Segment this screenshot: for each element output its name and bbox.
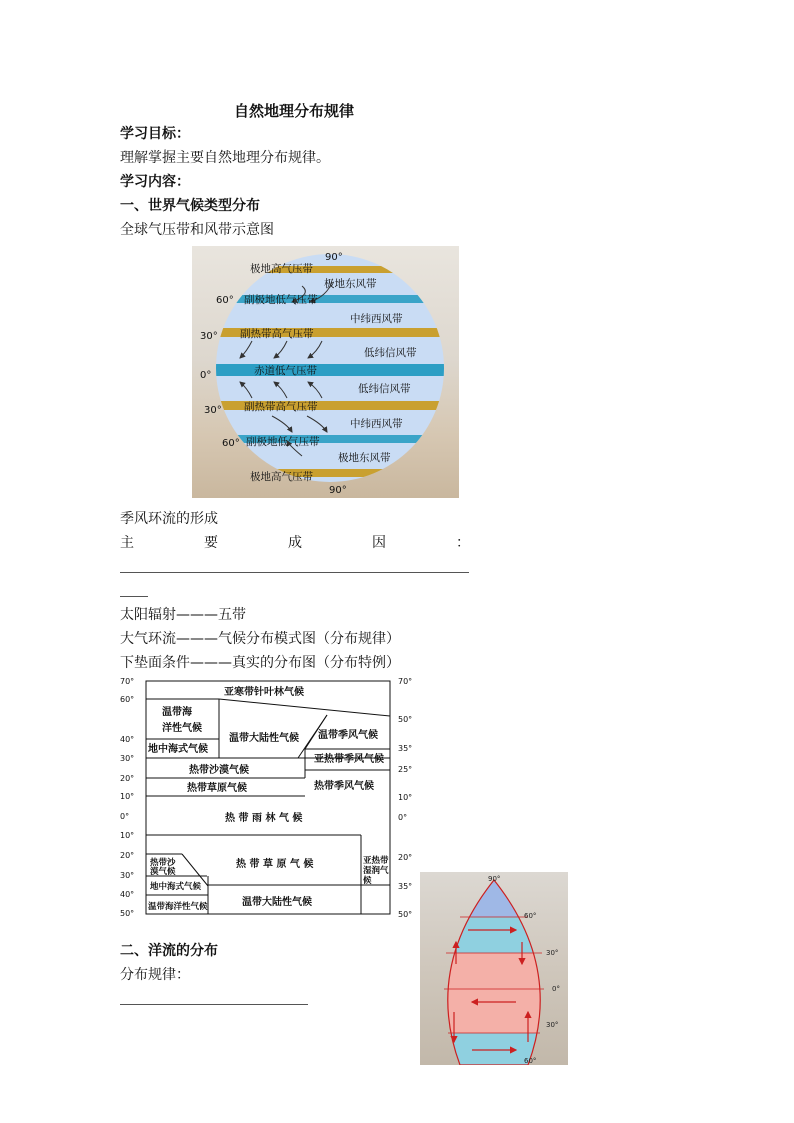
section1-heading: 一、世界气候类型分布 <box>120 198 260 214</box>
wind-label: 极地东风带 <box>324 278 377 290</box>
ocean-currents-figure <box>420 872 568 1065</box>
lat-tick: 70° <box>120 677 135 686</box>
zone-label: 温带海 <box>162 707 192 718</box>
answer-blank-line <box>120 596 148 597</box>
zone-label: 地中海式气候 <box>148 744 208 755</box>
lat-tick: 40° <box>120 735 135 744</box>
deg-label: 30° <box>546 1021 559 1029</box>
belt-label: 极地高气压带 <box>250 263 313 275</box>
factor-line: 太阳辐射———五带 <box>120 607 246 623</box>
cause-line <box>120 533 470 553</box>
lat-tick: 60° <box>120 695 135 704</box>
lat-tick: 50° <box>398 715 413 724</box>
factor-line: 下垫面条件———真实的分布图（分布特例） <box>120 655 400 671</box>
zone-label: 热带沙 <box>150 858 176 868</box>
zone-label: 热 带 雨 林 气 候 <box>225 813 303 824</box>
lat-tick: 35° <box>398 744 413 753</box>
cause-char: ： <box>456 535 470 551</box>
zone-label: 温带海洋性气候 <box>148 902 208 912</box>
lat-tick: 50° <box>120 909 135 918</box>
zone-label: 热带草原气候 <box>187 783 247 794</box>
zone-label: 热带季风气候 <box>314 781 374 792</box>
zone-label: 漠气候 <box>150 867 176 877</box>
objective-text: 理解掌握主要自然地理分布规律。 <box>120 150 330 166</box>
zone-label: 亚热带季风气候 <box>314 754 384 765</box>
deg-label: 60° <box>524 1057 537 1065</box>
zone-label: 洋性气候 <box>162 723 202 734</box>
zone-label: 候 <box>363 876 372 886</box>
monsoon-line: 季风环流的形成 <box>120 511 218 527</box>
deg-label: 90° <box>329 485 347 496</box>
zone-label: 地中海式气候 <box>150 882 202 892</box>
answer-blank-line <box>120 1004 308 1005</box>
belt-label: 副热带高气压带 <box>240 328 314 340</box>
deg-label: 30° <box>204 405 222 416</box>
wind-label: 低纬信风带 <box>358 383 411 395</box>
belt-label: 副极地低气压带 <box>246 436 320 448</box>
lat-tick: 0° <box>398 813 408 822</box>
lat-tick: 50° <box>398 910 413 919</box>
deg-label: 60° <box>524 912 537 920</box>
factor-line: 大气环流———气候分布模式图（分布规律） <box>120 631 400 647</box>
lat-tick: 30° <box>120 871 135 880</box>
page-title: 自然地理分布规律 <box>234 102 355 120</box>
lat-tick: 10° <box>120 792 135 801</box>
belt-label: 极地高气压带 <box>250 471 313 483</box>
deg-label: 30° <box>546 949 559 957</box>
lat-tick: 35° <box>398 882 413 891</box>
wind-label: 中纬西风带 <box>350 418 403 430</box>
zone-label: 亚寒带针叶林气候 <box>224 687 304 698</box>
zone-label: 热 带 草 原 气 候 <box>236 859 314 870</box>
belt-label: 副热带高气压带 <box>244 401 318 413</box>
cause-char: 因 <box>372 535 386 551</box>
lat-tick: 40° <box>120 890 135 899</box>
zone-label: 热带沙漠气候 <box>189 765 249 776</box>
lat-tick: 10° <box>120 831 135 840</box>
section2-line: 分布规律： <box>120 967 190 983</box>
deg-label: 0° <box>552 985 560 993</box>
cause-char: 成 <box>288 535 302 551</box>
answer-blank-line <box>120 572 469 573</box>
content-heading: 学习内容： <box>120 174 190 190</box>
wind-label: 中纬西风带 <box>350 313 403 325</box>
deg-label: 30° <box>200 331 218 342</box>
objective-heading: 学习目标： <box>120 126 190 142</box>
lat-tick: 70° <box>398 677 413 686</box>
lat-tick: 30° <box>120 754 135 763</box>
lat-tick: 25° <box>398 765 413 774</box>
deg-label: 90° <box>325 252 343 263</box>
lat-tick: 20° <box>120 774 135 783</box>
zone-label: 温带大陆性气候 <box>229 733 299 744</box>
zone-label: 温带季风气候 <box>318 730 378 741</box>
lat-tick: 10° <box>398 793 413 802</box>
zone-label: 亚热带 <box>363 856 389 866</box>
belt-label: 副极地低气压带 <box>244 294 318 306</box>
lat-tick: 0° <box>120 812 130 821</box>
zone-label: 湿润气 <box>363 866 389 876</box>
lat-tick: 20° <box>398 853 413 862</box>
wind-label: 极地东风带 <box>338 452 391 464</box>
deg-label: 90° <box>488 875 501 883</box>
cause-char: 主 <box>120 535 134 551</box>
cause-char: 要 <box>204 535 218 551</box>
figure1-caption: 全球气压带和风带示意图 <box>120 222 274 238</box>
zone-label: 温带大陆性气候 <box>242 897 312 908</box>
belt-label: 赤道低气压带 <box>254 365 317 377</box>
deg-label: 60° <box>222 438 240 449</box>
wind-label: 低纬信风带 <box>364 347 417 359</box>
section2-heading: 二、洋流的分布 <box>120 943 218 959</box>
deg-label: 60° <box>216 295 234 306</box>
deg-label: 0° <box>200 370 212 381</box>
pressure-belts-figure <box>192 246 459 498</box>
lat-tick: 20° <box>120 851 135 860</box>
climate-model-diagram <box>118 673 418 921</box>
